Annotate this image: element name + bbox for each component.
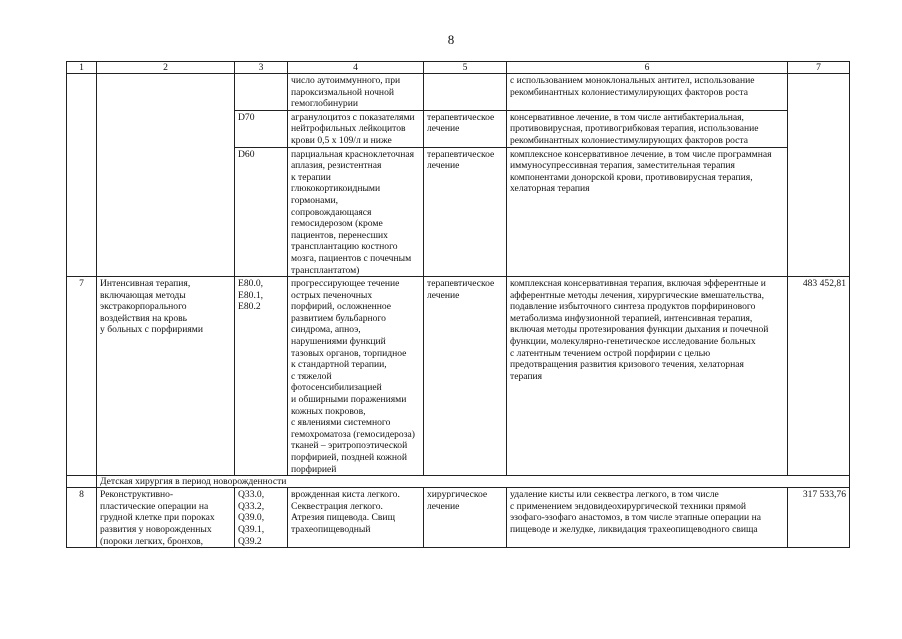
icd-code-cell: E80.0, E80.1, E80.2 [235,277,288,476]
icd-code-cell: D70 [235,110,288,147]
row-number-cell [67,74,97,277]
cost-cell: 483 452,81 [788,277,850,476]
column-number: 1 [67,62,97,74]
cost-cell [788,74,850,277]
column-number: 5 [424,62,507,74]
disease-model-cell: парциальная красноклеточная аплазия, резистентная к терапии глюкокортикоидными гормонами, сопровождающаяся гемосидерозом (кроме пациентов, перенесших трансплантацию костного мозга, пациентов с почечным трансплантатом) [288,147,424,277]
treatment-method-cell: удаление кисты или секвестра легкого, в том числе с применением эндовидеохирургической техники прямой эзофаго-эзофаго анастомоз, в том числе этапные операции на пищеводе и желудке, ликвидация трахеопищеводного свища [507,488,788,548]
column-number: 3 [235,62,288,74]
treatment-type-cell: терапевтическое лечение [424,277,507,476]
disease-model-cell: прогрессирующее течение острых печеночных порфирий, осложненное развитием бульбарного синдрома, апноэ, нарушениями функций тазовых органов, торпидное к стандартной терапии, с тяжелой фотосенсибилизацией и обширными поражениями кожных покровов, с явлениями системного гемохроматоза (гемосидероза) тканей – эритропоэтической порфирией, поздней кожной порфирией [288,277,424,476]
column-number: 7 [788,62,850,74]
icd-code-cell: Q33.0, Q33.2, Q39.0, Q39.1, Q39.2 [235,488,288,548]
column-number: 6 [507,62,788,74]
section-row [67,476,850,488]
cost-cell: 317 533,76 [788,488,850,548]
column-number: 4 [288,62,424,74]
disease-model-cell: врожденная киста легкого. Секвестрация легкого. Атрезия пищевода. Свищ трахеопищеводный [288,488,424,548]
treatment-type-cell: терапевтическое лечение [424,110,507,147]
page-number: 8 [447,32,455,47]
disease-model-cell: агранулоцитоз с показателями нейтрофильных лейкоцитов крови 0,5 x 109/л и ниже [288,110,424,147]
care-type-cell: Интенсивная терапия, включающая методы экстракорпорального воздействия на кровь у больных с порфириями [97,277,235,476]
treatment-method-cell: комплексное консервативное лечение, в том числе программная иммуносупрессивная терапия, заместительная терапия компонентами донорской крови, противовирусная терапия, хелаторная терапия [507,147,788,277]
section-spacer-cell [67,476,97,488]
table-row [67,277,850,476]
treatment-method-cell: с использованием моноклональных антител, использование рекомбинантных колониестимулирующих факторов роста [507,74,788,111]
treatment-method-cell: комплексная консервативная терапия, включая эфферентные и афферентные методы лечения, хирургические вмешательства, подавление избыточного синтеза продуктов порфиринового метаболизма инфузионной терапией, интенсивная терапия, включая методы протезирования функции дыхания и почечной функции, молекулярно-генетическое исследование больных с латентным течением острой порфирии с целью предотвращения развития кризового течения, хелаторная терапия [507,277,788,476]
icd-code-cell [235,74,288,111]
medical-care-table [66,61,850,548]
care-type-cell [97,74,235,277]
section-title: Детская хирургия в период новорожденности [97,476,850,488]
column-number-row [67,62,850,74]
care-type-cell: Реконструктивно- пластические операции на грудной клетке при пороках развития у новорожденных (пороки легких, бронхов, [97,488,235,548]
table-row [67,74,850,111]
treatment-method-cell: консервативное лечение, в том числе антибактериальная, противовирусная, противогрибковая терапия, использование рекомбинантных колониестимулирующих факторов роста [507,110,788,147]
table-row [67,488,850,548]
row-number-cell: 7 [67,277,97,476]
treatment-type-cell [424,74,507,111]
treatment-type-cell: терапевтическое лечение [424,147,507,277]
icd-code-cell: D60 [235,147,288,277]
disease-model-cell: число аутоиммунного, при пароксизмальной ночной гемоглобинурии [288,74,424,111]
treatment-type-cell: хирургическое лечение [424,488,507,548]
row-number-cell: 8 [67,488,97,548]
column-number: 2 [97,62,235,74]
